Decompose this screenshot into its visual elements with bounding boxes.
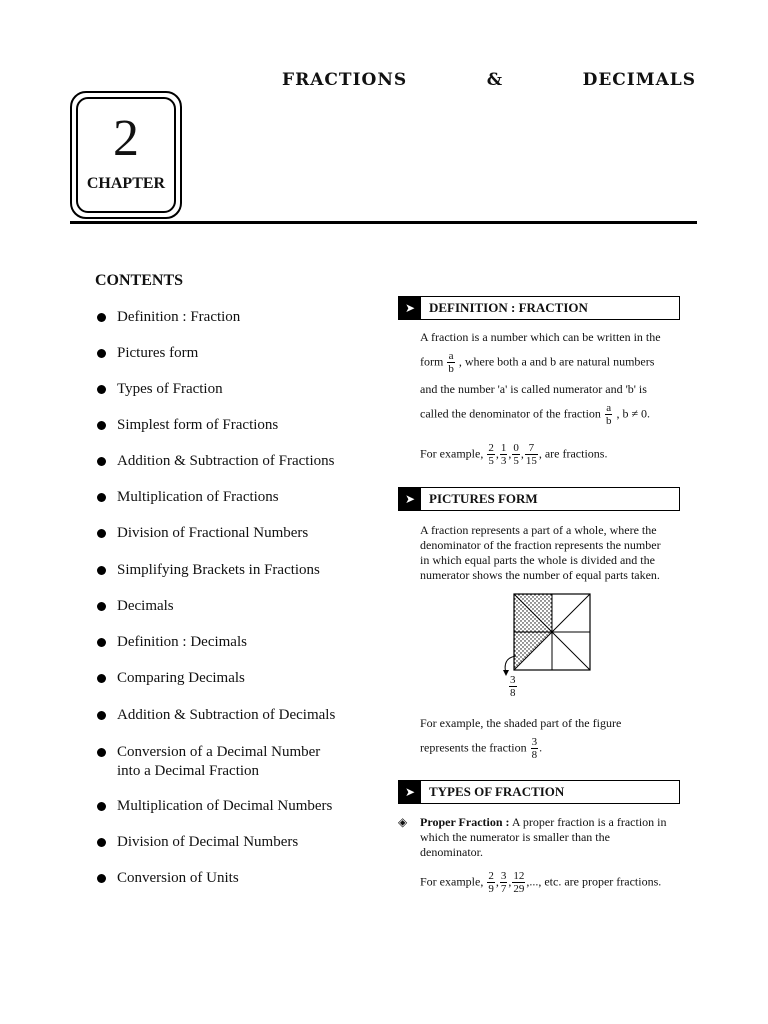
text-line: and the number 'a' is called numerator and 'b' is [420,382,647,396]
toc-item-label: Simplifying Brackets in Fractions [117,562,320,578]
bullet-icon [97,802,106,811]
toc-item-label: Addition & Subtraction of Fractions [117,453,335,469]
text-run: , where both a and b are natural numbers [458,354,655,369]
toc-item-label: Pictures form [117,345,199,361]
fraction [447,350,455,375]
bullet-icon [97,566,106,575]
pictures-example [420,716,696,768]
toc-item-label: Conversion of Units [117,870,239,886]
text-run: form [420,354,444,369]
denominator: b [448,363,454,375]
denominator: 7 [500,883,507,895]
fraction [487,442,495,467]
denominator: 9 [488,883,494,895]
numerator: 3 [500,870,507,882]
text-line [420,402,650,427]
text-line: which the numerator is smaller than the [420,830,610,844]
definition-paragraph [420,330,696,435]
chevron-right-icon: ➤ [399,488,421,510]
toc-item-label: Division of Decimal Numbers [117,834,299,850]
text-line [420,815,696,830]
chapter-badge [70,91,182,219]
bullet-icon [97,674,106,683]
text-line: numerator shows the number of equal parts taken. [420,568,660,582]
section-header-pictures [398,487,680,511]
types-paragraph [420,815,696,860]
contents-heading: CONTENTS [95,272,184,289]
text-run: For example, [420,446,484,461]
toc-item-label: Multiplication of Fractions [117,489,279,505]
text-run: , b ≠ 0. [616,406,651,421]
chevron-right-icon: ➤ [399,297,421,319]
text-run: A proper fraction is a fraction in [509,815,667,829]
bullet-icon [97,313,106,322]
denominator: 5 [513,455,519,467]
toc-item-label: Types of Fraction [117,381,223,397]
toc-item-label: Definition : Decimals [117,634,247,650]
numerator: 7 [525,442,538,455]
header-divider [70,221,697,224]
fraction [500,870,508,895]
toc-item-label: Comparing Decimals [117,670,245,686]
chapter-label: CHAPTER [86,175,166,192]
toc-item-label: Multiplication of Decimal Numbers [117,798,333,814]
fraction [509,674,517,699]
numerator: 3 [531,736,538,748]
section-title: TYPES OF FRACTION [429,784,565,799]
toc-item-label: Conversion of a Decimal Number [117,744,321,760]
text-run: called the denominator of the fraction [420,406,601,421]
denominator: 8 [531,749,538,761]
figure-fraction-label [508,674,518,699]
text-line: in which equal parts the whole is divided and the [420,553,655,567]
toc-item-label: Division of Fractional Numbers [117,525,309,541]
section-title: DEFINITION : FRACTION [429,300,588,315]
bullet-icon [97,457,106,466]
text-run: For example, [420,874,484,889]
fraction [487,870,495,895]
fraction [500,442,508,467]
diamond-bullet-icon: ◈ [398,815,408,829]
chevron-right-icon: ➤ [399,781,421,803]
title-word-1: FRACTIONS [282,70,408,90]
fraction [512,870,525,895]
bullet-icon [97,493,106,502]
text-line [420,350,654,375]
text-line [420,736,542,761]
text-run: . [539,740,543,755]
title-word-3: DECIMALS [582,70,696,90]
fraction [531,736,539,761]
toc-item-label: Definition : Fraction [117,309,241,325]
numerator: 12 [513,870,525,882]
text-line: For example, $\frac{2}{5}$ , $\frac{1}{3}$ , $\frac{0}{5}$ , $\frac{7}{15}$ , are fractions. [420,442,608,467]
toc-item-label: into a Decimal Fraction [117,763,260,779]
fraction [605,402,613,427]
numerator: 0 [513,442,519,454]
denominator: 3 [500,455,507,467]
chapter-number: 2 [113,110,139,167]
bullet-icon [97,711,106,720]
toc-item-label: Simplest form of Fractions [117,417,279,433]
bullet-icon [97,748,106,757]
page-title [282,70,696,90]
text-line: A fraction represents a part of a whole, where the [420,523,657,537]
denominator: 5 [488,455,494,467]
bullet-icon [97,349,106,358]
denominator: 15 [525,455,537,467]
text-run: , are fractions. [538,446,608,461]
title-word-2: & [486,70,504,90]
numerator: a [448,350,454,362]
denominator: b [605,415,612,427]
bullet-icon [97,421,106,430]
denominator: 29 [513,883,525,895]
text-line: For example, the shaded part of the figure [420,716,622,730]
term-label: Proper Fraction : [420,815,510,829]
text-line: A fraction is a number which can be written in the [420,330,661,344]
denominator: 8 [510,687,516,699]
bullet-icon [97,602,106,611]
bullet-icon [97,529,106,538]
bullet-icon [97,385,106,394]
numerator: 2 [488,442,494,454]
text-line: For example, $\frac{2}{9}$ , $\frac{3}{7}$ , $\frac{12}{29}$ ,..., etc. are proper fractions. [420,870,662,895]
fraction-figure [512,592,592,674]
bullet-icon [97,638,106,647]
numerator: a [606,402,612,414]
section-header-types [398,780,680,804]
text-line: denominator of the fraction represents the number [420,538,661,552]
numerator: 3 [510,674,516,686]
fraction [525,442,538,467]
section-title: PICTURES FORM [429,491,538,506]
toc-item-label: Decimals [117,598,174,614]
bullet-icon [97,838,106,847]
numerator: 2 [488,870,494,882]
pictures-paragraph [420,523,696,583]
section-header-definition [398,296,680,320]
numerator: 1 [500,442,507,454]
text-run: ,..., etc. are proper fractions. [526,874,662,889]
fraction [512,442,520,467]
bullet-icon [97,874,106,883]
toc-item-label: Addition & Subtraction of Decimals [117,707,336,723]
text-line: denominator. [420,845,483,859]
text-run: represents the fraction [420,740,527,755]
